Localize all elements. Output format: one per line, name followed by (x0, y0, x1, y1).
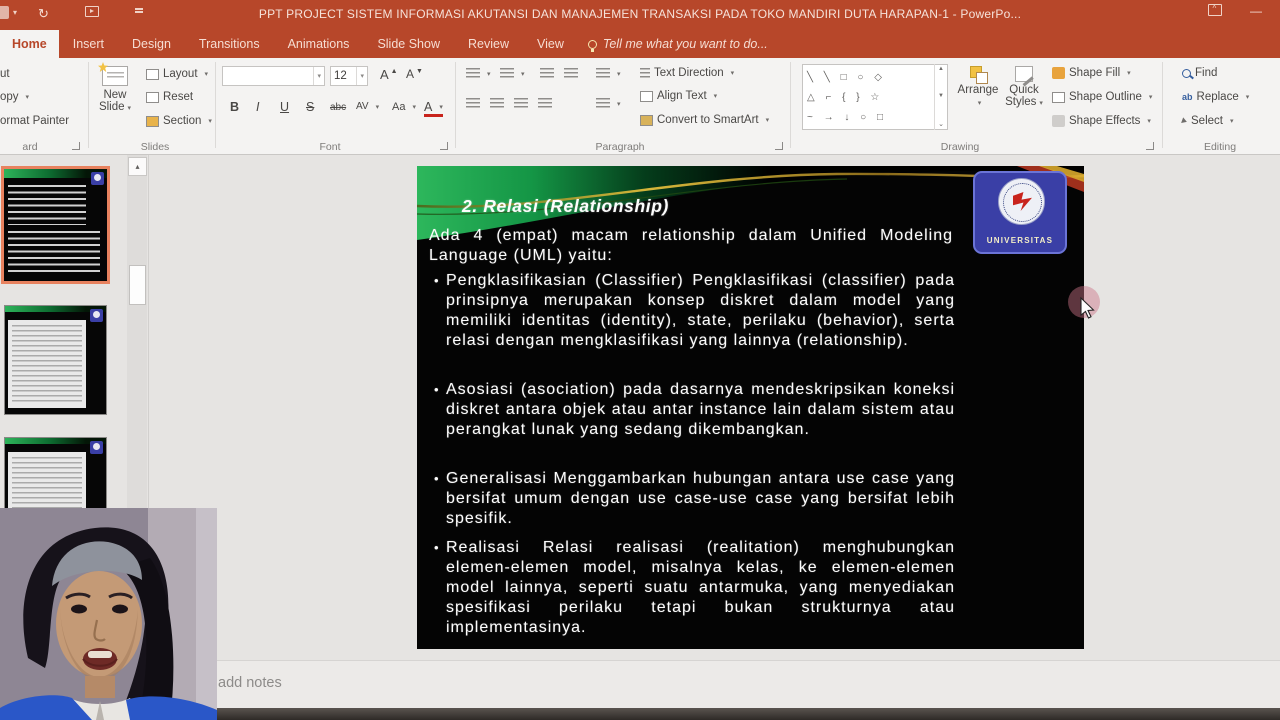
change-case-button[interactable] (392, 101, 416, 113)
font-size-dropdown-icon[interactable]: ▾ (356, 67, 364, 85)
shrink-font-button[interactable]: A ▼ (406, 67, 423, 81)
shapes-row[interactable]: ╲ ╲ □ ○ ◇ (807, 71, 886, 83)
new-slide-label-1: New (103, 89, 127, 101)
slide-thumbnail-2[interactable] (4, 305, 107, 415)
smartart-icon (640, 115, 653, 126)
font-size-combo[interactable] (330, 66, 368, 86)
font-color-button[interactable] (424, 100, 443, 117)
tab-insert[interactable]: Insert (72, 37, 104, 51)
slide-intro-text[interactable]: Ada 4 (empat) macam relationship dalam Unified Modeling Language (UML) yaitu: (429, 227, 953, 264)
tab-animations[interactable]: Animations (287, 37, 350, 51)
character-spacing-label: AV (356, 101, 369, 112)
reset-label: Reset (163, 91, 194, 103)
quick-styles-button[interactable] (1002, 66, 1046, 108)
shape-outline-button[interactable] (1052, 91, 1152, 103)
ribbon-display-options-icon[interactable] (1208, 4, 1222, 16)
align-left-icon (466, 98, 480, 109)
shapes-row[interactable]: △ ⌐ { } ☆ (807, 91, 884, 103)
tab-design[interactable]: Design (132, 37, 171, 51)
clear-formatting-button[interactable] (330, 102, 346, 113)
clear-formatting-label: abc (330, 102, 347, 113)
strikethrough-button[interactable] (306, 100, 314, 114)
copy-button[interactable] (0, 91, 29, 103)
title-bar (0, 0, 1280, 30)
font-dialog-launcher[interactable] (440, 142, 448, 150)
clipboard-group-label: ard (22, 141, 38, 153)
font-name-dropdown-icon[interactable]: ▾ (313, 67, 321, 85)
section-button[interactable] (146, 115, 212, 127)
find-icon (1182, 69, 1191, 78)
shape-fill-button[interactable] (1052, 67, 1131, 79)
section-label: Section (163, 115, 202, 127)
shapes-gallery-scroll[interactable] (934, 64, 947, 130)
numbering-button[interactable] (500, 68, 525, 79)
layout-label: Layout (163, 68, 198, 80)
bullet-item: • Pengklasifikasian (Classifier) Pengklasifikasi (classifier) pada prinsipnya merupakan konsep diskret dalam model yang memiliki identitas (identity), state, perilaku (behavior), serta relasi dengan mengklasifikasi yang lainnya (relationship). (434, 271, 955, 371)
repeat-icon: ↻ (38, 6, 49, 21)
reset-icon (146, 92, 159, 103)
tell-me-label: Tell me what you want to do... (602, 37, 768, 51)
font-group-label: Font (319, 141, 341, 153)
drawing-dialog-launcher[interactable] (1146, 142, 1154, 150)
quick-styles-label-2: Styles ▾ (1002, 96, 1046, 108)
align-text-button[interactable] (640, 90, 717, 102)
font-color-label: A (424, 100, 433, 114)
shapes-row[interactable]: ~ → ↓ ○ □ (807, 111, 888, 123)
tab-review[interactable]: Review (467, 37, 509, 51)
collapse-thumbnails-button[interactable]: ▴ (128, 157, 147, 176)
quick-styles-icon (1015, 66, 1033, 82)
slide-canvas[interactable] (417, 166, 1084, 649)
align-center-icon (490, 98, 504, 109)
align-text-label: Align Text (657, 90, 707, 102)
font-size-value: 12 (334, 70, 347, 82)
bullet-item: • Generalisasi Menggambarkan hubungan antara use case yang bersifat umum dengan use case-use case yang bersifat lebih spesifik. (434, 469, 955, 529)
columns-icon (596, 98, 610, 109)
bullets-button[interactable] (466, 68, 491, 79)
align-center-button[interactable] (490, 98, 504, 109)
layout-button[interactable] (146, 68, 208, 80)
shape-fill-label: Shape Fill (1069, 67, 1121, 79)
align-left-button[interactable] (466, 98, 480, 109)
cut-label: ut (0, 68, 10, 80)
arrange-label: Arrange (957, 84, 999, 96)
thumbnail-logo-icon (90, 309, 103, 322)
find-button[interactable] (1182, 67, 1217, 79)
thumbnail-scrollbar-thumb[interactable] (129, 265, 146, 305)
format-painter-label: ormat Painter (0, 115, 70, 127)
numbering-icon (500, 68, 514, 79)
lightbulb-icon (588, 40, 597, 49)
shape-fill-icon (1052, 67, 1065, 79)
notes-placeholder[interactable]: add notes (218, 675, 282, 691)
shape-effects-button[interactable] (1052, 115, 1151, 127)
convert-smartart-button[interactable] (640, 114, 769, 126)
webcam-overlay (0, 508, 217, 720)
increase-indent-button[interactable] (564, 68, 578, 79)
strikethrough-label: S (306, 100, 315, 114)
find-label: Find (1195, 67, 1218, 79)
thumbnail-logo-icon (90, 441, 103, 454)
new-slide-button[interactable] (93, 66, 137, 113)
new-slide-label-2: Slide ▾ (93, 101, 137, 113)
university-logo (973, 171, 1067, 254)
tab-transitions[interactable]: Transitions (198, 37, 260, 51)
tab-view[interactable]: View (536, 37, 564, 51)
italic-label: I (256, 100, 260, 114)
layout-icon (146, 69, 159, 80)
save-dropdown-icon[interactable]: ▾ (13, 8, 18, 17)
shape-effects-icon (1052, 115, 1065, 127)
tab-slide-show[interactable]: Slide Show (377, 37, 440, 51)
university-seal-icon (998, 178, 1045, 225)
replace-label: Replace (1196, 91, 1239, 103)
font-name-combo[interactable] (222, 66, 325, 86)
ribbon-tab-bar (0, 30, 1280, 58)
paragraph-dialog-launcher[interactable] (775, 142, 783, 150)
text-direction-icon (640, 68, 650, 79)
mouse-cursor (1064, 284, 1108, 328)
editing-group-label: Editing (1203, 141, 1237, 153)
thumbnail-logo-icon (91, 172, 104, 185)
slides-group-label: Slides (140, 141, 170, 153)
shape-outline-icon (1052, 92, 1065, 103)
cut-button[interactable] (0, 68, 10, 80)
new-slide-icon (102, 66, 128, 86)
underline-label: U (280, 100, 290, 114)
columns-button[interactable] (596, 98, 621, 109)
align-right-button[interactable] (514, 98, 528, 109)
drawing-group-label: Drawing (940, 141, 980, 153)
reset-button[interactable] (146, 91, 193, 103)
arrange-icon (970, 66, 987, 82)
quick-styles-label-1: Quick (1009, 84, 1039, 96)
line-spacing-icon (596, 68, 610, 79)
shape-outline-label: Shape Outline (1069, 91, 1142, 103)
ribbon (0, 58, 1280, 155)
tell-me-box[interactable] (578, 30, 778, 58)
change-case-label: Aa (392, 101, 406, 113)
bullets-icon (466, 68, 480, 79)
align-text-icon (640, 91, 653, 102)
slide-thumbnail-1-selected[interactable] (4, 169, 107, 281)
bullet-item: • Asosiasi (asociation) pada dasarnya mendeskripsikan koneksi diskret antara objek atau antar instance lain dalam sistem atau perangkat lunak yang sedang dikembangkan. (434, 380, 955, 460)
format-painter-button[interactable] (0, 115, 69, 127)
bold-label: B (230, 100, 240, 114)
presenter-video (0, 508, 217, 720)
increase-indent-icon (564, 68, 578, 79)
decrease-indent-button[interactable] (540, 68, 554, 79)
university-emblem-icon (1013, 192, 1032, 211)
copy-label: opy (0, 91, 19, 103)
select-label: Select (1191, 115, 1223, 127)
text-direction-label: Text Direction (654, 67, 724, 79)
shrink-font-label: A (406, 67, 415, 81)
bold-button[interactable] (230, 100, 239, 114)
arrange-button[interactable] (956, 66, 1000, 104)
replace-button[interactable] (1182, 91, 1249, 103)
text-direction-button[interactable] (640, 67, 734, 79)
slide-bullet-list[interactable] (434, 271, 955, 647)
line-spacing-button[interactable] (596, 68, 621, 79)
smartart-label: Convert to SmartArt (657, 114, 759, 126)
grow-font-button[interactable]: A ▲ (380, 67, 398, 82)
minimize-button[interactable]: — (1250, 4, 1262, 18)
clipboard-dialog-launcher[interactable] (72, 142, 80, 150)
character-spacing-button[interactable] (356, 101, 379, 112)
grow-font-label: A (380, 67, 389, 82)
align-right-icon (514, 98, 528, 109)
window-title: PPT PROJECT SISTEM INFORMASI AKUTANSI DAN MANAJEMEN TRANSAKSI PADA TOKO MANDIRI DUTA HARAPAN-1 - PowerPo... (258, 7, 1022, 21)
university-logo-text: UNIVERSITAS (986, 236, 1054, 245)
decrease-indent-icon (540, 68, 554, 79)
underline-button[interactable] (280, 100, 289, 114)
justify-button[interactable] (538, 98, 552, 109)
section-icon (146, 116, 159, 127)
select-button[interactable] (1182, 115, 1233, 127)
shapes-gallery[interactable] (802, 64, 948, 130)
shapes-scroll-down-icon[interactable]: ▼ (938, 93, 944, 99)
select-icon (1181, 117, 1188, 124)
justify-icon (538, 98, 552, 109)
shape-effects-label: Shape Effects (1069, 115, 1141, 127)
shapes-scroll-up-icon[interactable]: ▲ (938, 66, 944, 72)
bullet-item: • Realisasi Relasi realisasi (realitation) menghubungkan elemen-elemen model, misalnya kelas, ke elemen-elemen model lainnya, seperti suatu antarmuka, yang menyediakan spesifikasi perilaku tetapi bukan strukturnya atau implementasinya. (434, 538, 955, 638)
paragraph-group-label: Paragraph (595, 141, 645, 153)
italic-button[interactable] (256, 100, 259, 114)
tab-home[interactable]: Home (0, 30, 59, 58)
shapes-more-icon[interactable]: ⌄ (938, 121, 944, 128)
replace-icon: ab (1182, 92, 1193, 102)
slide-title[interactable]: 2. Relasi (Relationship) (462, 196, 669, 216)
